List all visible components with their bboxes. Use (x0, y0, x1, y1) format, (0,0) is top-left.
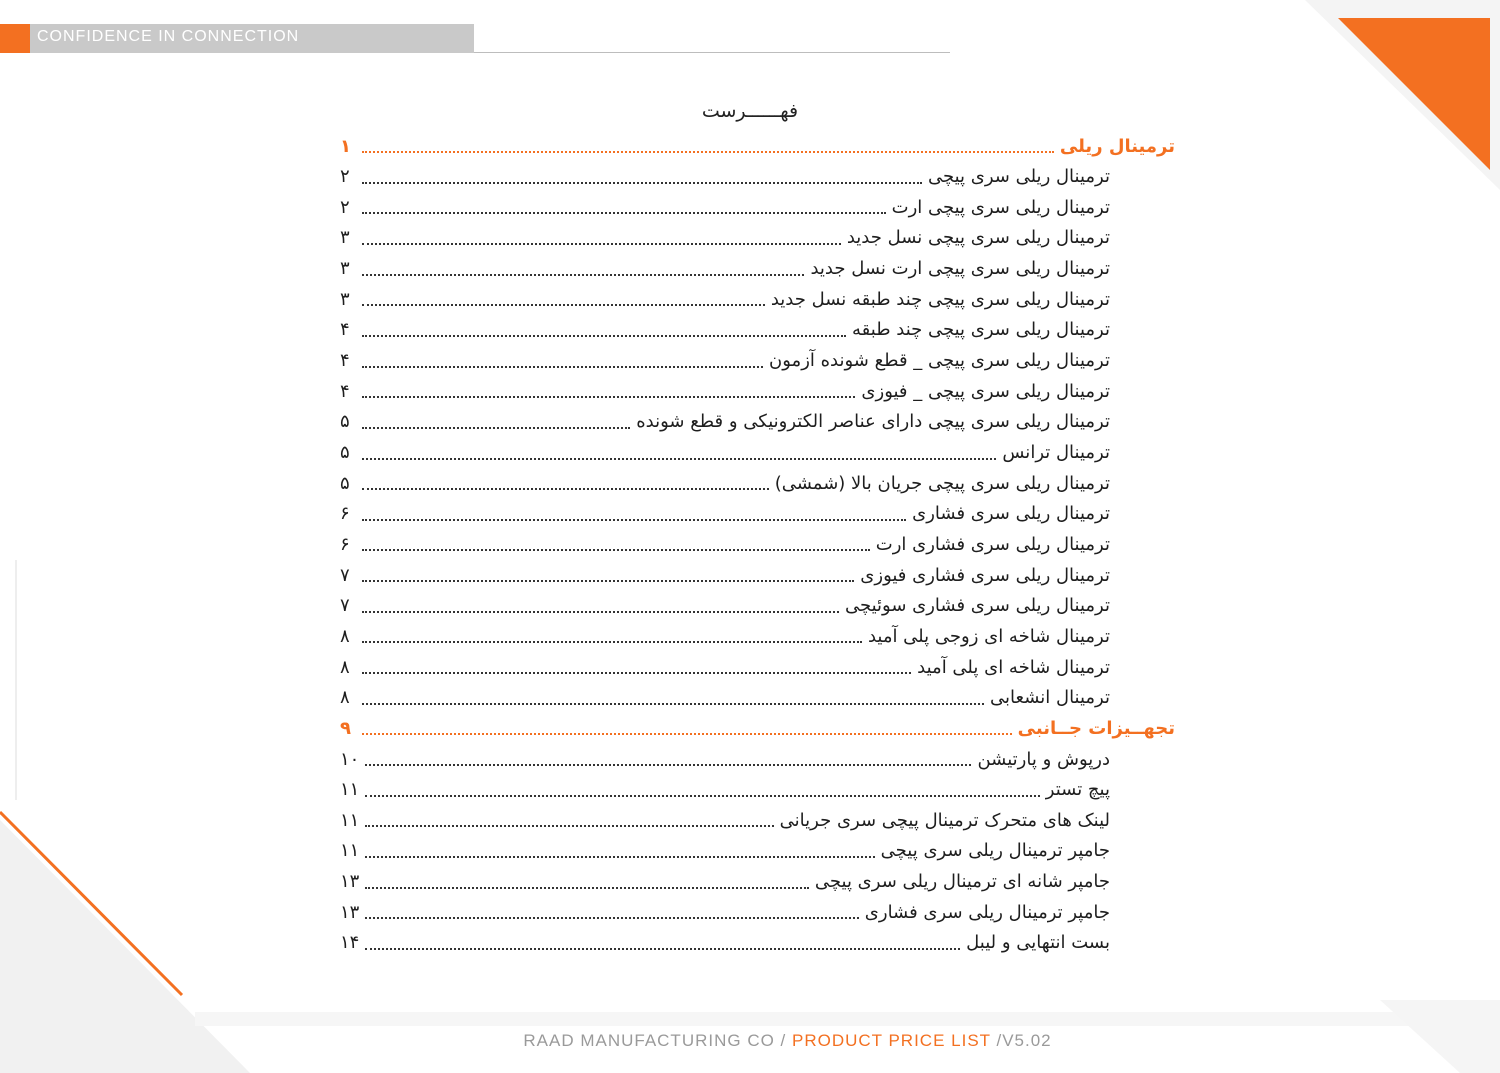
toc-entry-label: ترمینال ریلی سری پیچی چند طبقه نسل جدید (770, 288, 1110, 310)
toc-dot-leader (365, 887, 809, 889)
toc-entry-row[interactable] (340, 837, 1110, 865)
toc-entry-label: ترمینال ریلی سری فشاری فیوزی (860, 564, 1110, 586)
toc-page-number: ۷ (340, 564, 350, 586)
toc-entry-label: ترمینال ریلی سری فشاری (912, 503, 1110, 525)
toc-entry-label: بست انتهایی و لیبل (966, 932, 1110, 954)
toc-dot-leader (365, 795, 1039, 797)
footer (0, 1031, 1500, 1051)
toc-entry-row[interactable] (340, 592, 1110, 620)
toc-page-number: ۲ (340, 196, 350, 218)
toc-page-number: ۶ (340, 503, 350, 525)
toc-entry-label: ترمینال ترانس (1002, 442, 1110, 463)
toc-page-number: ۷ (340, 595, 350, 617)
toc-entry-row[interactable] (340, 745, 1110, 773)
toc-entry-row[interactable] (340, 530, 1110, 558)
toc-dot-leader (362, 304, 765, 306)
toc-dot-leader (362, 396, 855, 398)
toc-entry-label: ترمینال ریلی سری پیچی _ قطع شونده آزمون (769, 350, 1110, 372)
toc-entry-label: ترمینال ریلی سری پیچی _ فیوزی (861, 380, 1110, 402)
toc-dot-leader (362, 243, 841, 245)
toc-entry-label: ترمینال ریلی (1059, 135, 1175, 157)
toc-dot-leader (362, 549, 870, 551)
toc-page-number: ۹ (340, 717, 351, 739)
header-tagline: CONFIDENCE IN CONNECTION (37, 28, 300, 45)
footer-doc-title: PRODUCT PRICE LIST (792, 1031, 991, 1050)
toc-page-number: ۸ (340, 656, 350, 678)
toc-entry-label: ترمینال ریلی سری پیچی جریان بالا (شمشی) (774, 472, 1110, 494)
toc-entry-row[interactable] (340, 929, 1110, 957)
toc-title: فهــــــرست (701, 100, 799, 122)
toc-dot-leader (362, 274, 804, 276)
toc-page-number: ۳ (340, 227, 350, 249)
toc-dot-leader (365, 917, 858, 919)
toc-page-number: ۴ (340, 350, 350, 372)
toc-page-number: ۱۳ (340, 871, 360, 893)
header-accent-block (0, 24, 30, 53)
toc-entry-label: لینک های متحرک ترمینال پیچی سری جریانی (779, 809, 1110, 831)
toc-dot-leader (362, 366, 763, 368)
toc-page-number: ۴ (340, 380, 350, 402)
toc-dot-leader (362, 611, 839, 613)
toc-entry-row[interactable] (340, 224, 1110, 252)
toc-entry-label: ترمینال شاخه ای زوجی پلی آمید (867, 625, 1110, 647)
toc-dot-leader (362, 212, 886, 214)
toc-page-number: ۵ (340, 472, 350, 494)
toc-entry-row[interactable] (340, 622, 1110, 650)
toc-entry-row[interactable] (340, 408, 1110, 436)
toc-dot-leader (365, 948, 960, 950)
toc-entry-label: جامپر ترمینال ریلی سری پیچی (880, 840, 1110, 862)
toc-dot-leader (362, 672, 911, 674)
toc-entry-row[interactable] (340, 469, 1110, 497)
toc-entry-row[interactable] (340, 377, 1110, 405)
toc-page-number: ۱۰ (340, 748, 360, 770)
header-rule (474, 52, 950, 53)
toc-entry-row[interactable] (340, 898, 1110, 926)
toc-page-number: ۸ (340, 625, 350, 647)
toc-section-row[interactable] (340, 714, 1175, 742)
toc-entry-row[interactable] (340, 439, 1110, 467)
toc-entry-row[interactable] (340, 316, 1110, 344)
toc-page-number: ۵ (340, 442, 350, 463)
toc-page-number: ۸ (340, 687, 350, 709)
toc-page-number: ۲ (340, 166, 350, 188)
toc-entry-label: ترمینال ریلی سری پیچی ارت (891, 196, 1110, 218)
toc-entry-row[interactable] (340, 776, 1110, 804)
toc-dot-leader (362, 427, 630, 429)
toc-entry-label: تجهــیزات جــانبی (1017, 717, 1175, 739)
toc-dot-leader (365, 764, 971, 766)
toc-entry-row[interactable] (340, 806, 1110, 834)
toc-page-number: ۳ (340, 288, 350, 310)
toc-dot-leader (362, 335, 846, 337)
toc-dot-leader (365, 825, 773, 827)
toc-page-number: ۶ (340, 533, 350, 555)
toc-dot-leader (362, 182, 922, 184)
toc-dot-leader (362, 733, 1012, 735)
toc-entry-label: جامپر شانه ای ترمینال ریلی سری پیچی (814, 871, 1110, 893)
bottom-band (195, 1012, 1425, 1026)
toc-entry-row[interactable] (340, 561, 1110, 589)
toc-dot-leader (362, 519, 906, 521)
toc-page-number: ۱ (340, 135, 351, 157)
toc-entry-row[interactable] (340, 285, 1110, 313)
footer-company: RAAD MANUFACTURING CO / (523, 1031, 787, 1050)
toc-entry-label: ترمینال ریلی سری فشاری سوئیچی (844, 595, 1110, 617)
toc-page-number: ۱۱ (340, 779, 360, 801)
toc-page-number: ۱۱ (340, 840, 360, 862)
toc-dot-leader (365, 856, 874, 858)
toc-page-number: ۴ (340, 319, 350, 341)
toc-dot-leader (362, 151, 1054, 153)
toc-entry-label: درپوش و پارتیشن (977, 748, 1110, 770)
toc-entry-label: ترمینال ریلی سری پیچی (927, 166, 1110, 188)
toc-entry-label: پیچ تستر (1045, 779, 1110, 801)
toc-entry-row[interactable] (340, 347, 1110, 375)
footer-version: /V5.02 (996, 1031, 1052, 1050)
toc-entry-row[interactable] (340, 684, 1110, 712)
toc-entry-row[interactable] (340, 868, 1110, 896)
toc-page-number: ۱۱ (340, 809, 360, 831)
toc-page-number: ۱۳ (340, 901, 360, 923)
toc-entry-label: ترمینال شاخه ای پلی آمید (917, 656, 1110, 678)
toc-dot-leader (362, 488, 769, 490)
toc-entry-label: ترمینال ریلی سری پیچی نسل جدید (846, 227, 1110, 249)
toc-entry-label: ترمینال ریلی سری پیچی دارای عناصر الکترونیکی و قطع شونده (636, 411, 1110, 433)
toc-page-number: ۵ (340, 411, 350, 433)
toc-section-row[interactable] (340, 132, 1175, 160)
toc-entry-label: ترمینال ریلی سری پیچی ارت نسل جدید (810, 258, 1110, 280)
toc-dot-leader (362, 580, 854, 582)
toc-entry-row[interactable] (340, 255, 1110, 283)
toc-entry-label: ترمینال ریلی سری پیچی چند طبقه (852, 319, 1110, 341)
toc-entry-row[interactable] (340, 193, 1110, 221)
toc-entry-label: جامپر ترمینال ریلی سری فشاری (864, 901, 1110, 923)
toc-entry-label: ترمینال انشعابی (990, 687, 1110, 709)
toc-entry-row[interactable] (340, 163, 1110, 191)
toc-entry-row[interactable] (340, 500, 1110, 528)
toc-dot-leader (362, 458, 996, 460)
toc-dot-leader (362, 703, 984, 705)
toc-page-number: ۱۴ (340, 932, 360, 954)
toc-entry-row[interactable] (340, 653, 1110, 681)
toc-dot-leader (362, 641, 862, 643)
toc-entry-label: ترمینال ریلی سری فشاری ارت (875, 533, 1110, 555)
toc-page-number: ۳ (340, 258, 350, 280)
